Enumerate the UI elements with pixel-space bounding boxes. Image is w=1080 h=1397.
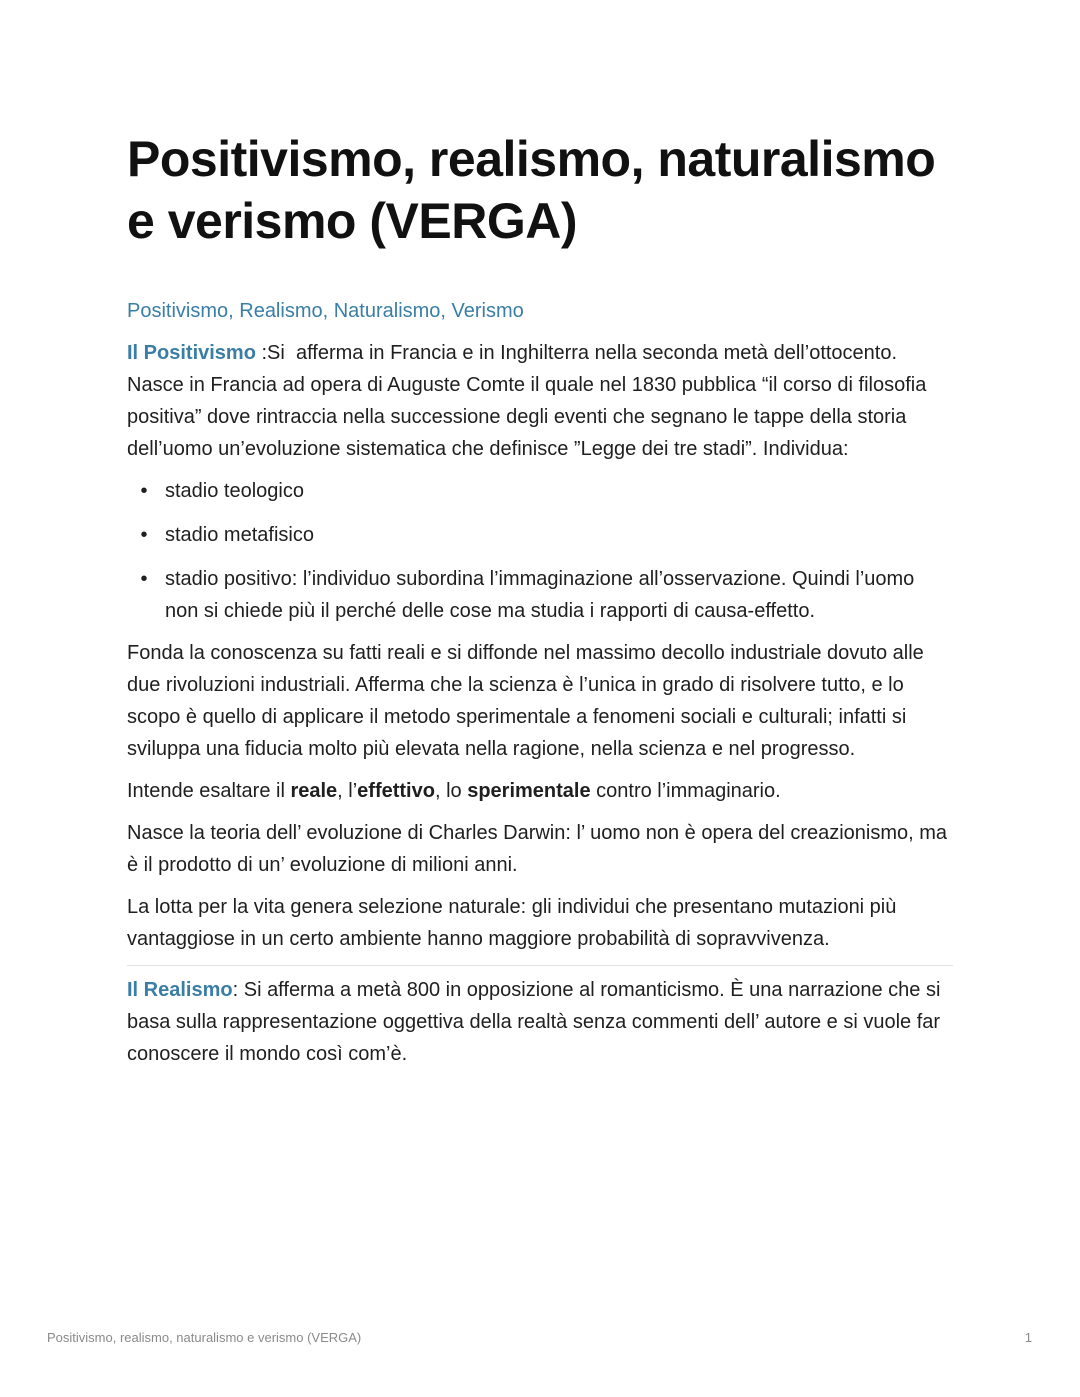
bold-effettivo: effettivo — [357, 780, 435, 802]
bold-sperimentale: sperimentale — [467, 780, 591, 802]
bullet-icon: • — [140, 480, 148, 502]
realismo-paragraph — [127, 974, 953, 1070]
document-page — [127, 128, 1042, 1070]
list-item — [140, 563, 953, 627]
bullet-icon: • — [140, 524, 148, 546]
stadi-list — [127, 475, 953, 627]
list-item-text: stadio positivo: l’individuo subordina l’immaginazione all’osservazione. Quindi l’uomo non si chiede più il perché delle cose ma studia i rapporti di causa-effetto. — [165, 568, 915, 622]
text-run: contro l’immaginario. — [590, 780, 781, 802]
paragraph-lotta: La lotta per la vita genera selezione naturale: gli individui che presentano mutazioni più vantaggiose in un certo ambiente hanno maggiore probabilità di sopravvivenza. — [127, 896, 897, 950]
list-item — [140, 475, 953, 507]
tags-line: Positivismo, Realismo, Naturalismo, Verismo — [127, 300, 524, 322]
bullet-icon: • — [140, 568, 148, 590]
realismo-text: : Si afferma a metà 800 in opposizione al romanticismo. È una narrazione che si basa sulla rappresentazione oggettiva della realtà senza commenti dell’ autore e si vuole far conoscere il mondo così com’è. — [127, 979, 941, 1065]
list-item-text: stadio metafisico — [165, 524, 314, 546]
text-run: , l’ — [337, 780, 358, 802]
section-divider — [127, 965, 953, 966]
list-item-text: stadio teologico — [165, 480, 304, 502]
page-title: Positivismo, realismo, naturalismo e verismo (VERGA) — [127, 131, 936, 249]
positivismo-intro-text: :Si afferma in Francia e in Inghilterra nella seconda metà dell’ottocento. Nasce in Francia ad opera di Auguste Comte il quale nel 1830 pubblica “il corso di filosofia positiva” dove rintraccia nella successione degli eventi che segnano le tappe della storia dell’uomo un’evoluzione sistematica che definisce ”Legge dei tre stadi”. Individua: — [127, 342, 1042, 460]
footer-title: Positivismo, realismo, naturalismo e verismo (VERGA) — [47, 1330, 362, 1345]
list-item — [140, 519, 953, 551]
bold-reale: reale — [290, 780, 338, 802]
realismo-label: Il Realismo — [127, 979, 233, 1001]
positivismo-intro — [127, 337, 1042, 465]
paragraph-intende — [127, 775, 953, 807]
positivismo-label: Il Positivismo — [127, 342, 256, 364]
paragraph-fonda: Fonda la conoscenza su fatti reali e si diffonde nel massimo decollo industriale dovuto alle due rivoluzioni industriali. Afferma che la scienza è l’unica in grado di risolvere tutto, e lo scopo è quello di applicare il metodo sperimentale a fenomeni sociali e culturali; infatti si sviluppa una fiducia molto più elevata nella ragione, nella scienza e nel progresso. — [127, 642, 924, 760]
text-run: Intende esaltare il — [127, 780, 291, 802]
page-number: 1 — [1024, 1330, 1032, 1345]
text-run: , lo — [434, 780, 468, 802]
paragraph-darwin: Nasce la teoria dell’ evoluzione di Charles Darwin: l’ uomo non è opera del creazionismo, ma è il prodotto di un’ evoluzione di milioni anni. — [127, 822, 948, 876]
